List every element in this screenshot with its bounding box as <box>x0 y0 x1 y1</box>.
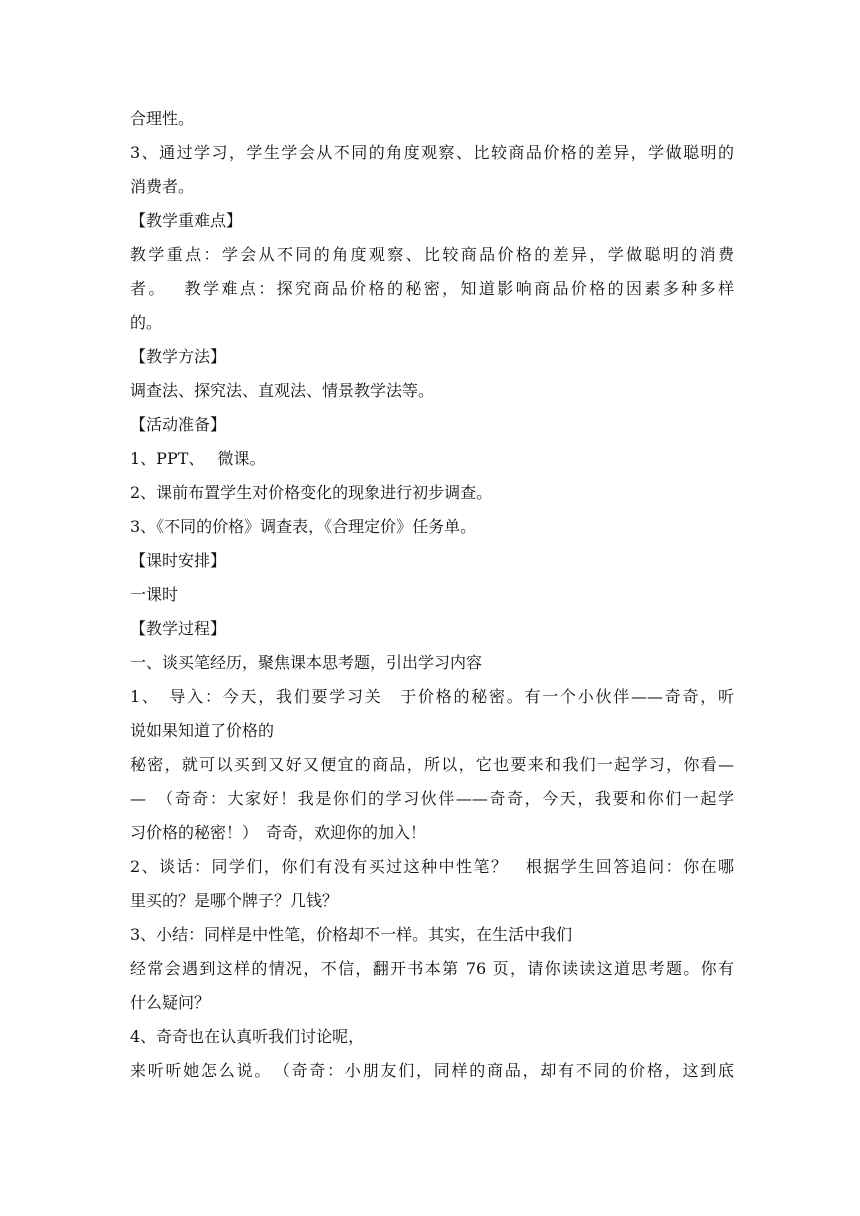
text-line: 【教学过程】 <box>130 619 227 638</box>
text-line: 3、通过学习，学生学会从不同的角度观察、比较商品价格的差异，学做聪明的 <box>130 143 734 162</box>
text-line: 者。 教学难点：探究商品价格的秘密，知道影响商品价格的因素多种多样 <box>130 279 734 298</box>
text-line: 2、谈话：同学们，你们有没有买过这种中性笔？ 根据学生回答追问：你在哪 <box>130 857 734 876</box>
text-line: 里买的？是哪个牌子？几钱？ <box>130 891 339 910</box>
text-line: 消费者。 <box>130 177 195 196</box>
text-line: 3、《不同的价格》调查表，《合理定价》任务单。 <box>130 517 477 536</box>
text-line: 3、小结：同样是中性笔，价格却不一样。其实，在生活中我们 <box>130 925 573 944</box>
text-line: 说如果知道了价格的 <box>130 721 275 740</box>
text-line: 一、谈买笔经历，聚焦课本思考题，引出学习内容 <box>130 653 483 672</box>
text-line: 【教学重难点】 <box>130 211 243 230</box>
document-body <box>130 102 734 1088</box>
text-line: 秘密，就可以买到又好又便宜的商品，所以，它也要来和我们一起学习，你看— <box>130 755 734 774</box>
text-line: 经常会遇到这样的情况，不信，翻开书本第 76 页，请你读读这道思考题。你有 <box>130 959 734 978</box>
text-line: 合理性。 <box>130 109 195 128</box>
text-line: 一课时 <box>130 585 179 604</box>
text-line: 习价格的秘密！） 奇奇，欢迎你的加入！ <box>130 823 427 842</box>
text-line: 【活动准备】 <box>130 415 227 434</box>
text-line: 【教学方法】 <box>130 347 227 366</box>
text-line: 调查法、探究法、直观法、情景教学法等。 <box>130 381 435 400</box>
text-line: 1、 导入：今天，我们要学习关 于价格的秘密。有一个小伙伴——奇奇，听 <box>130 687 734 706</box>
text-line: 教学重点：学会从不同的角度观察、比较商品价格的差异，学做聪明的消费 <box>130 245 734 264</box>
text-line: 2、课前布置学生对价格变化的现象进行初步调查。 <box>130 483 493 502</box>
text-line: 4、奇奇也在认真听我们讨论呢， <box>130 1027 365 1046</box>
text-line: 的。 <box>130 313 163 332</box>
text-line: 【课时安排】 <box>130 551 227 570</box>
text-line: 来听听她怎么说。 （奇奇：小朋友们，同样的商品，却有不同的价格，这到底 <box>130 1061 734 1080</box>
text-line: — （奇奇：大家好！我是你们的学习伙伴——奇奇，今天，我要和你们一起学 <box>130 789 734 808</box>
text-line: 1、PPT、 微课。 <box>130 449 266 468</box>
text-line: 什么疑问？ <box>130 993 211 1012</box>
